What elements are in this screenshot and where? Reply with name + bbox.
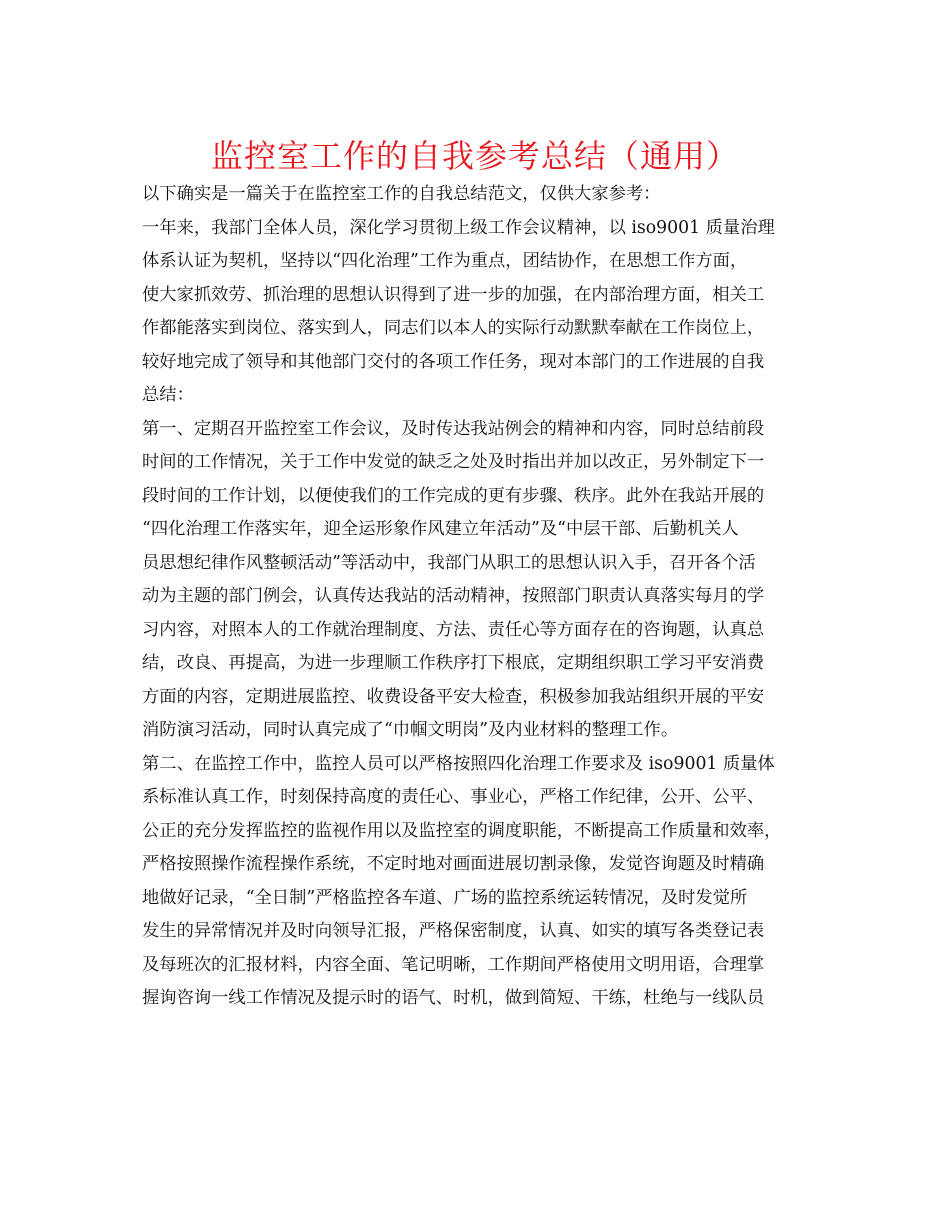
body-line: 以下确实是一篇关于在监控室工作的自我总结范文，仅供大家参考： bbox=[142, 184, 661, 204]
body-line: 时间的工作情况，关于工作中发觉的缺乏之处及时指出并加以改正，另外制定下一 bbox=[142, 452, 765, 472]
body-line: 员思想纪律作风整顿活动”等活动中，我部门从职工的思想认识入手，召开各个活 bbox=[142, 552, 756, 573]
body-line: 作都能落实到岗位、落实到人，同志们以本人的实际行动默默奉献在工作岗位上， bbox=[142, 318, 765, 338]
body-line: 结，改良、再提高，为进一步理顺工作秩序打下根底，定期组织职工学习平安消费 bbox=[142, 653, 765, 673]
body-line: 公正的充分发挥监控的监视作用以及监控室的调度职能，不断提高工作质量和效率， bbox=[142, 820, 782, 841]
body-line: 严格按照操作流程操作系统，不定时地对画面进展切割录像，发觉咨询题及时精确 bbox=[142, 854, 765, 874]
body-line: 消防演习活动，同时认真完成了“巾帼文明岗”及内业材料的整理工作。 bbox=[142, 720, 679, 740]
document-title: 监控室工作的自我参考总结（通用） bbox=[210, 137, 739, 175]
body-line: 握询咨询一线工作情况及提示时的语气、时机，做到简短、干练，杜绝与一线队员 bbox=[142, 988, 765, 1008]
body-line: 段时间的工作计划，以便使我们的工作完成的更有步骤、秩序。此外在我站开展的 bbox=[142, 485, 765, 506]
body-line: 地做好记录，“全日制”严格监控各车道、广场的监控系统运转情况，及时发觉所 bbox=[142, 887, 748, 908]
body-line: 第二、在监控工作中，监控人员可以严格按照四化治理工作要求及 iso9001 质量体 bbox=[142, 753, 775, 774]
body-line: 体系认证为契机，坚持以“四化治理”工作为重点，团结协作，在思想工作方面， bbox=[142, 251, 748, 271]
body-line: “四化治理工作落实年，迎全运形象作风建立年活动”及“中层干部、后勤机关人 bbox=[142, 519, 739, 539]
body-line: 一年来，我部门全体人员，深化学习贯彻上级工作会议精神，以 iso9001 质量治理 bbox=[142, 217, 775, 238]
body-line: 方面的内容，定期进展监控、收费设备平安大检查，积极参加我站组织开展的平安 bbox=[142, 686, 765, 707]
body-line: 发生的异常情况并及时向领导汇报，严格保密制度，认真、如实的填写各类登记表 bbox=[142, 921, 765, 941]
body-line: 系标准认真工作，时刻保持高度的责任心、事业心，严格工作纪律，公开、公平、 bbox=[142, 787, 765, 807]
body-line: 习内容，对照本人的工作就治理制度、方法、责任心等方面存在的咨询题，认真总 bbox=[142, 619, 765, 640]
body-line: 总结： bbox=[142, 385, 194, 405]
body-line: 及每班次的汇报材料，内容全面、笔记明晰，工作期间严格使用文明用语，合理掌 bbox=[142, 954, 765, 975]
body-line: 第一、定期召开监控室工作会议，及时传达我站例会的精神和内容，同时总结前段 bbox=[142, 418, 765, 439]
body-line: 动为主题的部门例会，认真传达我站的活动精神，按照部门职责认真落实每月的学 bbox=[142, 586, 765, 606]
document-body bbox=[142, 178, 822, 1016]
body-line: 较好地完成了领导和其他部门交付的各项工作任务，现对本部门的工作进展的自我 bbox=[142, 351, 765, 372]
body-line: 使大家抓效劳、抓治理的思想认识得到了进一步的加强，在内部治理方面，相关工 bbox=[142, 284, 765, 305]
